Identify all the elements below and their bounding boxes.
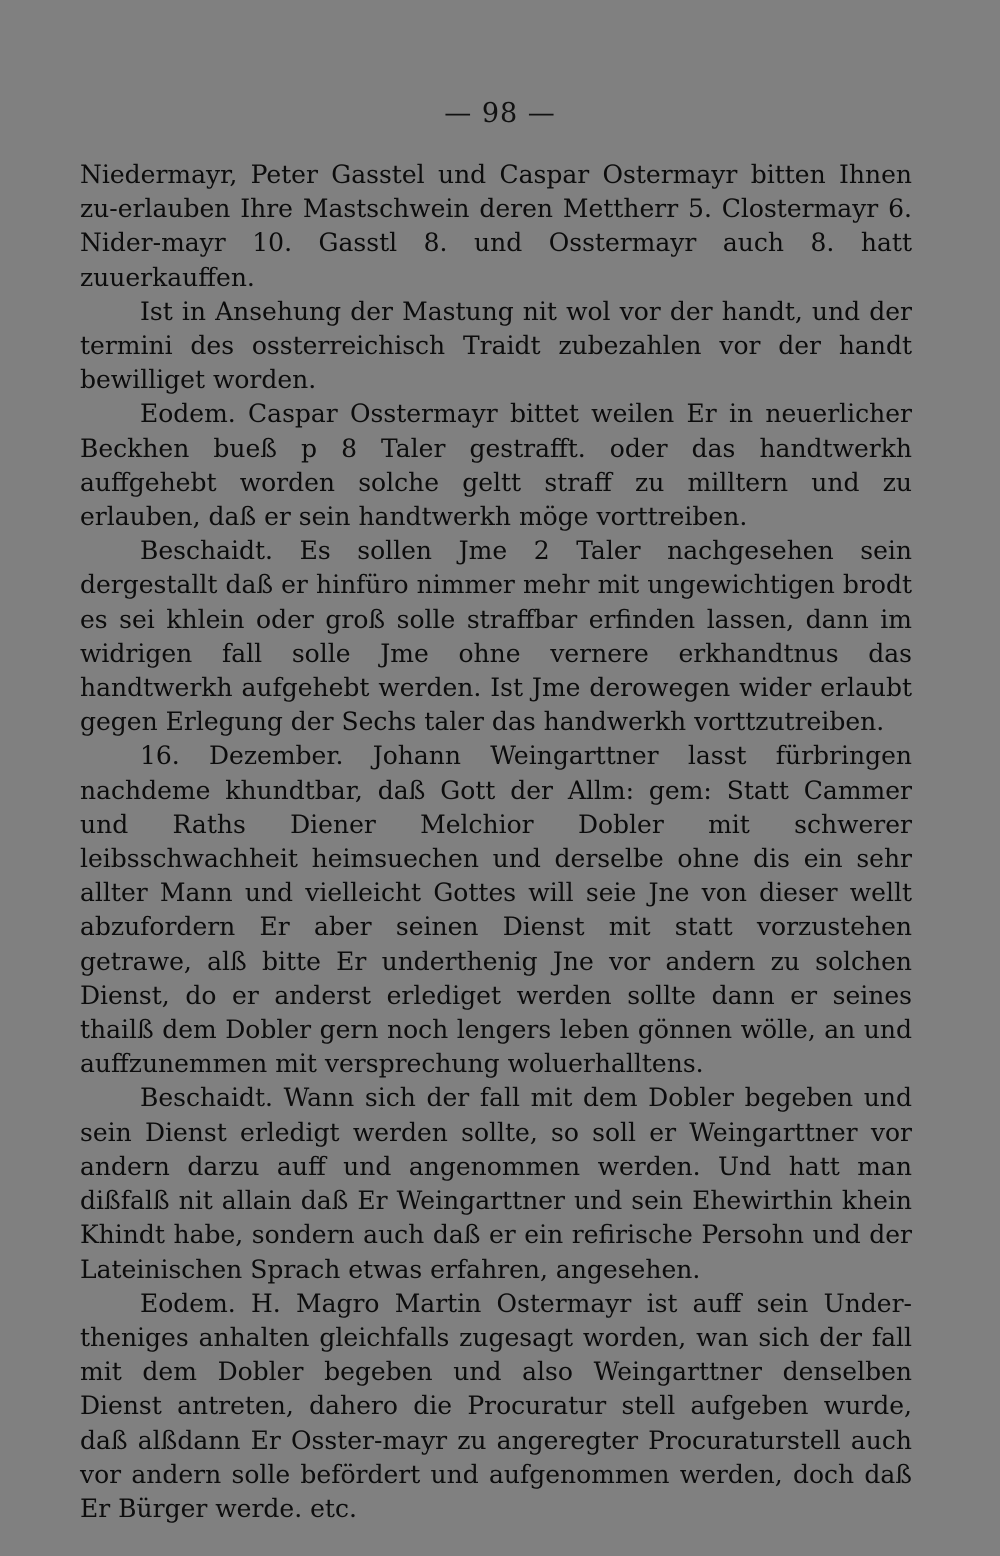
paragraph-1: Niedermayr, Peter Gasstel und Caspar Ostermayr bitten Ihnen zu-erlauben Ihre Mastschwein deren Mettherr 5. Clostermayr 6. Nider-mayr 10. Gasstl 8. und Osstermayr auch 8. hatt zuuerkauffen. [80, 160, 920, 292]
document-body [80, 158, 920, 1526]
paragraph-2: Ist in Ansehung der Mastung nit wol vor der handt, und der termini des ossterreichisch Traidt zubezahlen vor der handt bewilliget worden. [80, 296, 920, 395]
paragraph-6: Beschaidt. Wann sich der fall mit dem Dobler begeben und sein Dienst erledigt werden sollte, so soll er Weingarttner vor andern darzu auff und angenommen werden. Und hatt man dißfalß nit allain daß Er Weingarttner und sein Ehewirthin khein Khindt habe, sondern auch daß er ein refirische Persohn und der Lateinischen Sprach etwas erfahren, angesehen. [80, 1083, 920, 1284]
page-number: — 98 — [444, 98, 556, 129]
paragraph-7: Eodem. H. Magro Martin Ostermayr ist auff sein Under-theniges anhalten gleichfalls zugesagt worden, wan sich der fall mit dem Dobler begeben und also Weingarttner denselben Dienst antreten, dahero die Procuratur stell aufgeben wurde, daß alßdann Er Osster-mayr zu angeregter Procuraturstell auch vor andern solle befördert und aufgenommen werden, doch daß Er Bürger werde. etc. [80, 1288, 920, 1523]
paragraph-4: Beschaidt. Es sollen Jme 2 Taler nachgesehen sein dergestallt daß er hinfüro nimmer mehr mit ungewichtigen brodt es sei khlein oder groß solle straffbar erfinden lassen, dann im widrigen fall solle Jme ohne vernere erkhandtnus das handtwerkh aufgehebt werden. Ist Jme derowegen wider erlaubt gegen Erlegung der Sechs taler das handwerkh vorttzutreiben. [80, 536, 920, 737]
paragraph-5: 16. Dezember. Johann Weingarttner lasst fürbringen nachdeme khundtbar, daß Gott der Allm: gem: Statt Cammer und Raths Diener Melchior Dobler mit schwerer leibsschwachheit heimsuechen und derselbe ohne dis ein sehr allter Mann und vielleicht Gottes will seie Jne von dieser wellt abzufordern Er aber seinen Dienst mit statt vorzustehen getrawe, alß bitte Er underthenig Jne vor andern zu solchen Dienst, do er anderst erlediget werden sollte dann er seines thailß dem Dobler gern noch lengers leben gönnen wölle, an und auffzunemmen mit versprechung woluerhalltens. [80, 741, 920, 1079]
paragraph-3: Eodem. Caspar Osstermayr bittet weilen Er in neuerlicher Beckhen bueß p 8 Taler gestrafft. oder das handtwerkh auffgehebt worden solche geltt straff zu milltern und zu erlauben, daß er sein handtwerkh möge vorttreiben. [80, 399, 920, 532]
